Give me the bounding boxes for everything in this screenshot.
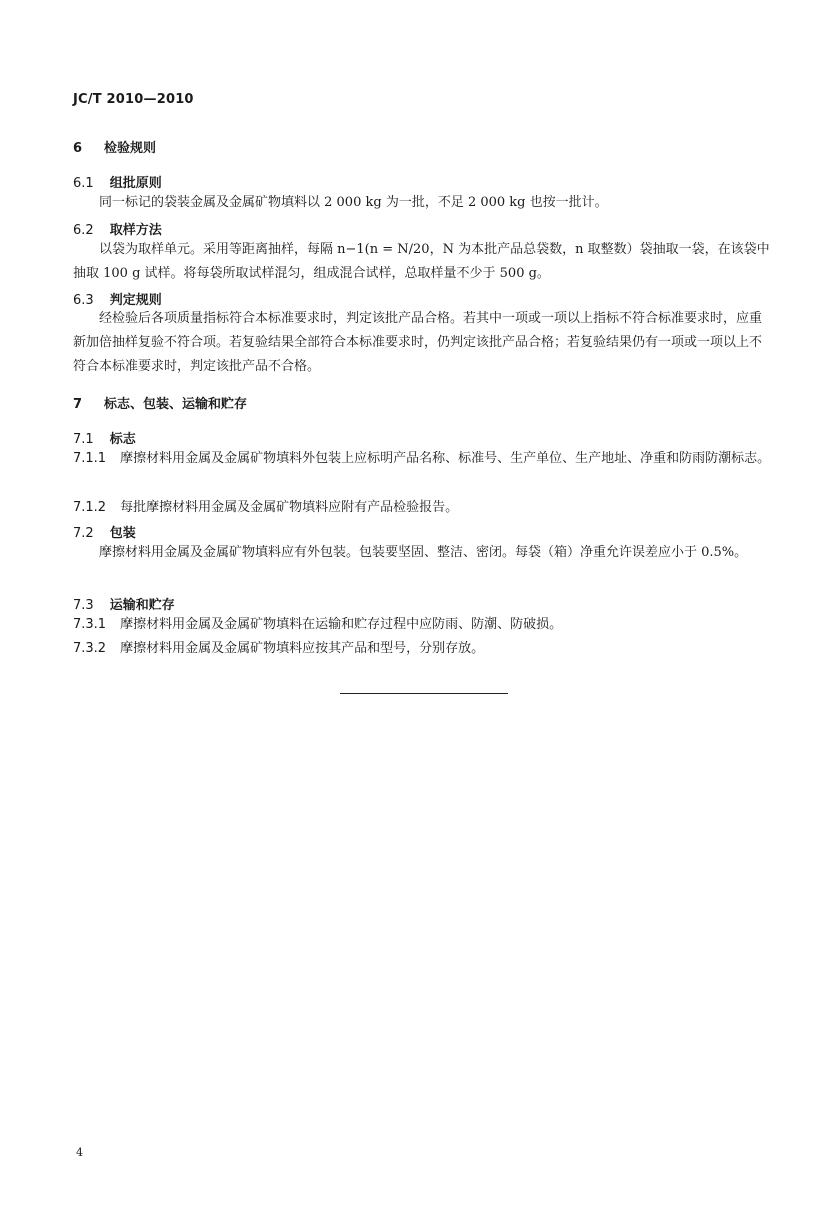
section-number: 6.3 <box>73 293 94 308</box>
section-title: 判定规则 <box>109 293 162 308</box>
section-title: 标志 <box>109 432 136 447</box>
section-number: 7.1 <box>73 432 94 447</box>
section-7-3-heading <box>73 594 175 613</box>
section-title: 检验规则 <box>104 141 157 156</box>
section-7-heading <box>73 393 247 412</box>
section-number: 6.1 <box>73 176 94 191</box>
clause-number: 7.3.1 <box>73 617 107 632</box>
section-title: 组批原则 <box>109 176 162 191</box>
standard-header: JC/T 2010—2010 <box>73 92 194 107</box>
section-7-2-text: 摩擦材料用金属及金属矿物填料应有外包装。包装要坚固、整洁、密闭。每袋（箱）净重允许误差应小于 0.5%。 <box>99 545 748 560</box>
section-6-1-heading <box>73 172 162 191</box>
page-number: 4 <box>76 1146 83 1159</box>
section-6-2-heading <box>73 219 162 238</box>
section-title: 运输和贮存 <box>109 598 175 613</box>
section-title: 取样方法 <box>109 223 162 238</box>
clause-number: 7.3.2 <box>73 641 107 656</box>
section-7-1-2-text <box>73 496 773 520</box>
section-number: 6.2 <box>73 223 94 238</box>
section-title: 标志、包装、运输和贮存 <box>104 397 248 412</box>
section-title: 包装 <box>109 526 136 541</box>
section-number: 7.2 <box>73 526 94 541</box>
section-6-1-text: 同一标记的袋装金属及金属矿物填料以 2 000 kg 为一批，不足 2 000 kg 也按一批计。 <box>99 195 608 210</box>
section-number: 7 <box>73 397 83 412</box>
clause-number: 7.1.2 <box>73 500 107 515</box>
section-6-2-text: 以袋为取样单元。采用等距离抽样，每隔 n−1(n = N/20，N 为本批产品总袋数，n 取整数）袋抽取一袋，在该袋中抽取 100 g 试样。将每袋所取试样混匀，组成混合试样，总取样量不少于 500 g。 <box>73 242 770 281</box>
clause-text: 摩擦材料用金属及金属矿物填料在运输和贮存过程中应防雨、防潮、防破损。 <box>120 617 563 632</box>
clause-text: 每批摩擦材料用金属及金属矿物填料应附有产品检验报告。 <box>120 500 459 515</box>
clause-number: 7.1.1 <box>73 451 107 466</box>
section-number: 6 <box>73 141 83 156</box>
clause-text: 摩擦材料用金属及金属矿物填料应按其产品和型号，分别存放。 <box>120 641 485 656</box>
section-7-3-1-text <box>73 613 773 637</box>
section-7-3-2-text <box>73 637 773 661</box>
section-number: 7.3 <box>73 598 94 613</box>
section-7-2-heading <box>73 522 136 541</box>
section-7-1-heading <box>73 428 136 447</box>
end-rule <box>340 693 508 694</box>
section-6-heading <box>73 137 156 156</box>
section-6-3-text: 经检验后各项质量指标符合本标准要求时，判定该批产品合格。若其中一项或一项以上指标不符合标准要求时，应重新加倍抽样复验不符合项。若复验结果全部符合本标准要求时，仍判定该批产品合格；若复验结果仍有一项或一项以上不符合本标准要求时，判定该批产品不合格。 <box>73 311 763 374</box>
section-7-1-1-text <box>73 447 773 471</box>
clause-text: 摩擦材料用金属及金属矿物填料外包装上应标明产品名称、标准号、生产单位、生产地址、净重和防雨防潮标志。 <box>120 451 771 466</box>
section-6-3-heading <box>73 289 162 308</box>
